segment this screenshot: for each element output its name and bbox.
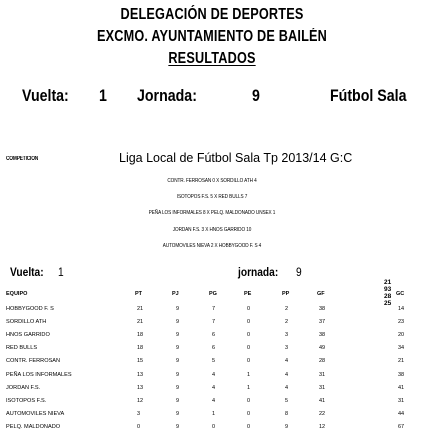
team-name: HNOS GARRIDO [6,332,50,339]
col-header-gc: GC [396,291,405,297]
team-name: RED BULLS [6,345,38,352]
result-line: PEÑA LOS INFORMALES 8 X PELQ. MALDONADO UNSEX 1 [148,210,276,216]
cell-gf: 31 [319,384,326,391]
cell-pj: 9 [176,397,180,404]
team-name: HOBBYGOOD F. S [6,306,54,312]
cell-pp: 2 [285,319,289,326]
cell-pj: 9 [176,332,180,339]
jornada-label: Jornada: [137,87,197,105]
cell-gf: 28 [319,358,326,365]
cell-pg: 4 [212,371,216,378]
cell-pj: 9 [176,345,180,352]
standings-jornada-value: 9 [296,265,302,279]
cell-gf: 49 [319,345,326,352]
team-name: ISOTOPOS F.S. [6,397,47,404]
result-line: JORDAN F.S. 3 X HNOS GARRIDO 10 [172,227,252,233]
result-line: ISOTOPOS F.S. 5 X RED BULLS 7 [176,194,248,200]
cell-pj: 9 [176,319,180,326]
cell-gc: 34 [398,345,405,352]
jornada-value: 9 [252,87,260,105]
cell-gf: 37 [319,319,326,326]
cell-pj: 9 [176,371,180,378]
cell-pt: 21 [137,306,144,312]
col-header-gf: GF [317,291,325,297]
cell-pe: 0 [247,345,251,352]
results-heading: RESULTADOS [168,50,256,67]
gc-vertical-strip: 21932825 [384,279,392,307]
cell-gf: 22 [319,410,326,417]
cell-pg: 4 [212,384,216,391]
cell-pt: 13 [137,384,144,391]
cell-pt: 15 [137,358,144,365]
vuelta-label: Vuelta: [22,87,69,105]
result-line: CONTR. FERROSAN 0 X SORDILLO ATH 4 [167,178,257,184]
cell-pe: 0 [247,423,251,430]
standings-jornada-label: jornada: [238,265,279,279]
cell-pt: 18 [137,332,144,339]
cell-pj: 9 [176,306,180,312]
cell-pe: 0 [247,332,251,339]
cell-pj: 9 [176,358,180,365]
cell-pj: 9 [176,384,180,391]
cell-gc: 20 [398,332,405,339]
header-subtitle: EXCMO. AYUNTAMIENTO DE BAILÉN [96,28,328,45]
col-header-pg: PG [209,291,217,297]
cell-pj: 9 [176,423,180,430]
cell-pg: 5 [212,358,216,365]
result-line: AUTOMOVILES NIEVA 2 X HOBBYGOOD F. S 4 [162,243,262,249]
cell-pt: 12 [137,397,144,404]
team-name: PEÑA LOS INFORMALES [6,371,72,378]
cell-pg: 1 [212,410,216,417]
cell-pe: 0 [247,358,251,365]
cell-pp: 4 [285,384,289,391]
col-header-pp: PP [282,291,290,297]
cell-pe: 0 [247,410,251,417]
cell-pe: 1 [247,371,251,378]
team-name: CONTR. FERROSAN [6,358,61,365]
cell-pg: 6 [212,332,216,339]
standings-vuelta-value: 1 [58,265,64,279]
sport-name: Fútbol Sala [330,87,407,105]
cell-pg: 7 [212,306,216,312]
cell-gc: 31 [398,397,405,404]
team-name: JORDAN F.S. [6,384,41,391]
cell-pp: 8 [285,410,289,417]
cell-gc: 41 [398,384,405,391]
cell-gc: 44 [398,410,405,417]
cell-pt: 13 [137,371,144,378]
cell-pt: 21 [137,319,144,326]
cell-gf: 12 [319,423,326,430]
competition-name: Liga Local de Fútbol Sala Tp 2013/14 G:C [119,151,353,165]
col-header-pt: PT [135,291,143,297]
col-header-pe: PE [244,291,252,297]
cell-pp: 9 [285,423,289,430]
cell-pe: 0 [247,306,251,312]
competition-label: COMPETICION [6,156,39,162]
cell-pg: 7 [212,319,216,326]
cell-pg: 0 [212,423,216,430]
col-header-equipo: EQUIPO [6,291,28,297]
cell-pp: 5 [285,397,289,404]
cell-gf: 38 [319,332,326,339]
team-name: AUTOMOVILES NIEVA [6,410,65,417]
cell-pg: 6 [212,345,216,352]
header-title: DELEGACIÓN DE DEPORTES [120,6,304,23]
cell-pj: 9 [176,410,180,417]
col-header-pj: PJ [172,291,179,297]
cell-gc: 21 [398,358,405,365]
header-results [38,50,386,68]
cell-gc: 38 [398,371,405,378]
cell-pe: 1 [247,384,251,391]
cell-gc: 14 [398,306,405,312]
cell-pt: 3 [137,410,141,417]
cell-pp: 4 [285,371,289,378]
cell-pt: 0 [137,423,141,430]
cell-gc: 23 [398,319,405,326]
cell-gf: 31 [319,371,326,378]
cell-pe: 0 [247,397,251,404]
cell-pt: 18 [137,345,144,352]
cell-gc: 67 [398,423,405,430]
team-name: SORDILLO ATH [6,319,47,326]
cell-gf: 38 [319,306,326,312]
cell-pp: 4 [285,358,289,365]
cell-pe: 0 [247,319,251,326]
cell-pg: 4 [212,397,216,404]
cell-pp: 3 [285,332,289,339]
team-name: PELQ. MALDONADO [6,423,61,430]
cell-pp: 2 [285,306,289,312]
cell-pp: 3 [285,345,289,352]
vuelta-value: 1 [99,87,107,105]
standings-vuelta-label: Vuelta: [10,265,44,279]
cell-gf: 41 [319,397,326,404]
